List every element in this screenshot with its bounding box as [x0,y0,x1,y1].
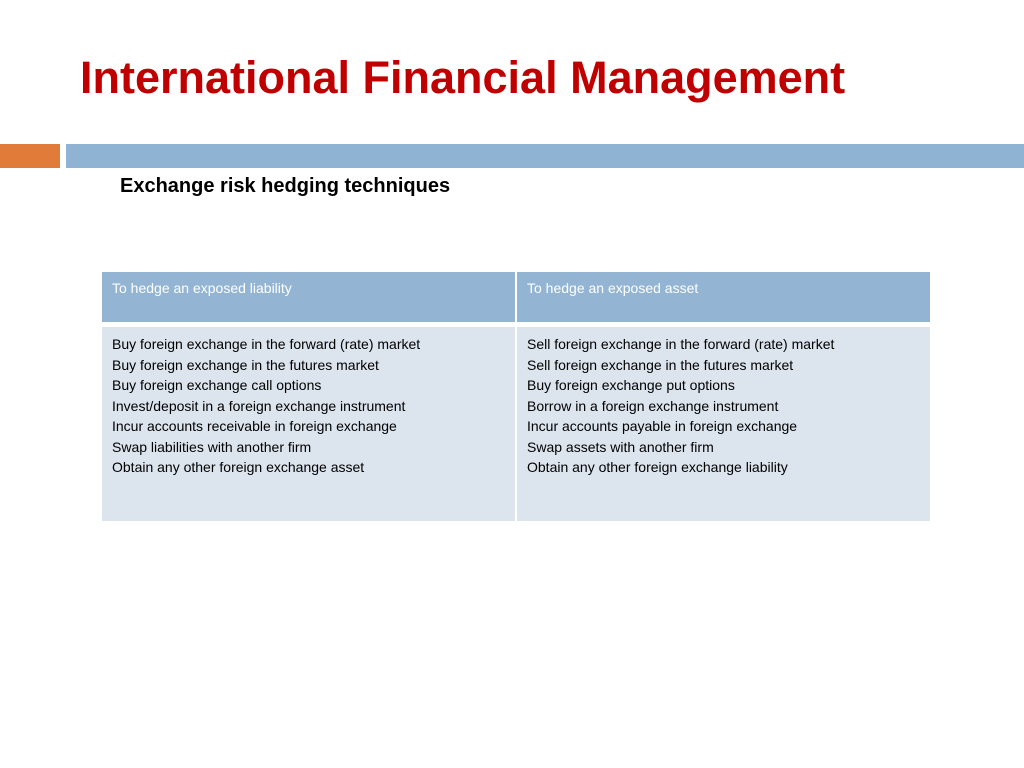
list-item: Buy foreign exchange in the forward (rate) market [112,336,421,352]
list-item: Borrow in a foreign exchange instrument [527,397,779,414]
list-item: Obtain any other foreign exchange liability [527,459,788,475]
list-item: Swap liabilities with another firm [112,438,312,455]
list-item: Sell foreign exchange in the futures market [527,356,794,373]
header-exposed-liability: To hedge an exposed liability [101,271,516,323]
list-item: Buy foreign exchange put options [527,377,735,393]
list-item: Obtain any other foreign exchange asset [112,459,365,475]
liability-techniques-cell [101,326,516,522]
list-item: Incur accounts receivable in foreign exchange [112,418,397,434]
list-item: Incur accounts payable in foreign exchange [527,418,798,434]
hedging-techniques-table [100,270,932,523]
slide-title: International Financial Management [80,52,846,103]
asset-techniques-cell [516,326,931,522]
table-header-row [101,271,931,323]
slide-subtitle: Exchange risk hedging techniques [120,175,451,197]
table-row [101,326,931,522]
list-item: Invest/deposit in a foreign exchange instrument [112,397,406,414]
list-item: Buy foreign exchange in the futures market [112,356,379,373]
accent-bar-blue [66,144,1024,168]
header-exposed-asset: To hedge an exposed asset [516,271,931,323]
accent-bar-orange [0,144,60,168]
list-item: Swap assets with another firm [527,438,714,455]
list-item: Buy foreign exchange call options [112,377,322,393]
list-item: Sell foreign exchange in the forward (rate) market [527,336,835,352]
